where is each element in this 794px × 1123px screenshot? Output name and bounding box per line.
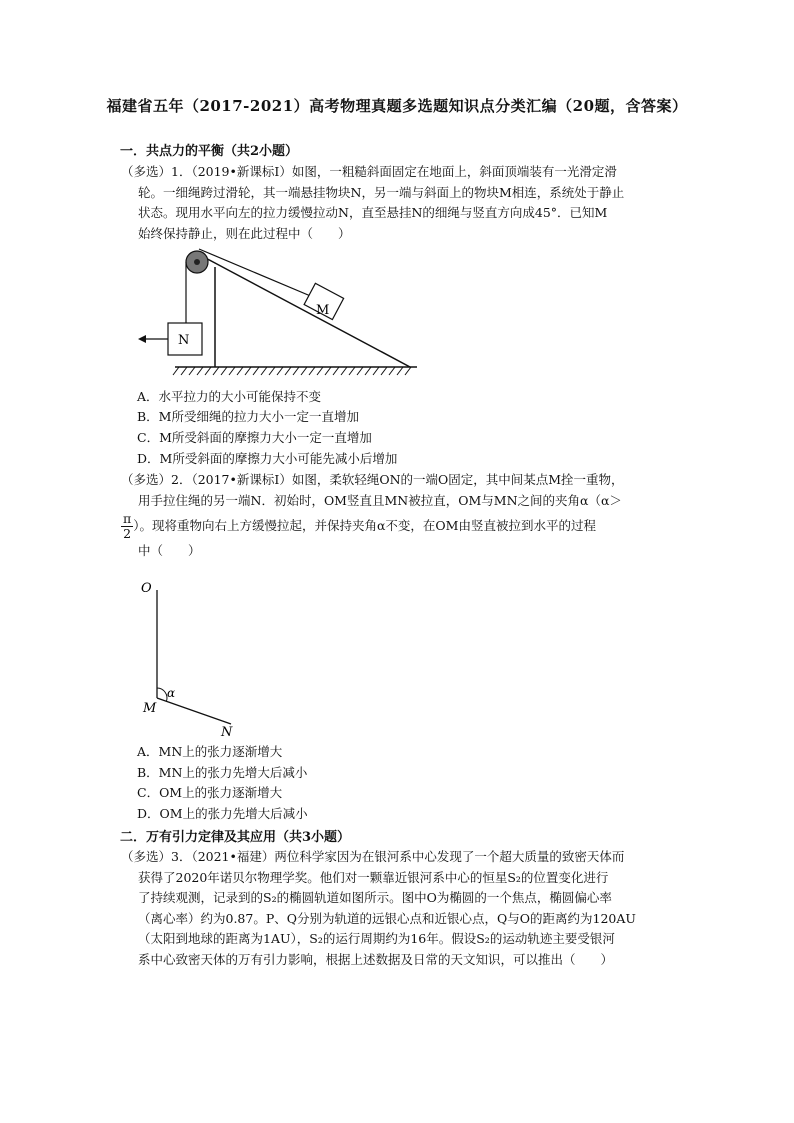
q2-rope-figure	[135, 572, 255, 742]
point-o-label: O	[141, 581, 152, 596]
section-heading-1: 一．共点力的平衡（共2小题）	[120, 144, 299, 159]
q1-line-3: 状态。现用水平向左的拉力缓慢拉动N，直至悬挂N的细绳与竖直方向成45°．已知M	[138, 205, 608, 220]
question-1-text	[121, 162, 681, 244]
q2-option-b: B．MN上的张力先增大后减小	[137, 765, 308, 780]
q3-line-5: （太阳到地球的距离为1AU），S₂的运行周期约为16年。假设S₂的运动轨迹主要受银河	[138, 931, 615, 946]
incline-slope	[200, 255, 410, 367]
q1-option-a: A．水平拉力的大小可能保持不变	[137, 389, 322, 404]
q3-line-6: 系中心致密天体的万有引力影响，根据上述数据及日常的天文知识，可以推出（ ）	[138, 951, 614, 967]
rope-to-m	[199, 249, 320, 300]
block-n-label: N	[178, 333, 190, 348]
pulley-axle	[194, 259, 200, 265]
q3-line-4: （离心率）约为0.87。P、Q分别为轨道的远银心点和近银心点，Q与O的距离约为120AU	[138, 910, 636, 926]
q1-line-4: 始终保持静止，则在此过程中（ ）	[138, 225, 351, 241]
fraction-numerator: π	[123, 511, 132, 526]
q2-line-4: 中（ ）	[138, 543, 201, 558]
q3-line-2: 获得了2020年诺贝尔物理学奖。他们对一颗靠近银河系中心的恒星S₂的位置变化进行	[138, 869, 609, 885]
q2-line-3	[121, 511, 681, 541]
q3-line-3: 了持续观测，记录到的S₂的椭圆轨道如图所示。图中O为椭圆的一个焦点，椭圆偏心率	[138, 890, 612, 905]
point-n-label: N	[221, 725, 233, 740]
q2-option-a: A．MN上的张力逐渐增大	[137, 744, 283, 759]
q1-incline-figure	[135, 245, 425, 380]
q2-option-c: C．OM上的张力逐渐增大	[137, 785, 283, 800]
q2-option-d: D．OM上的张力先增大后减小	[137, 806, 308, 821]
question-2-text	[121, 470, 681, 562]
q1-option-c: C．M所受斜面的摩擦力大小一定一直增加	[137, 430, 372, 445]
q3-line-1: （多选）3．（2021•福建）两位科学家因为在银河系中心发现了一个超大质量的致密天体而	[121, 849, 625, 864]
document-title: 福建省五年（2017-2021）高考物理真题多选题知识点分类汇编（20题，含答案）	[106, 97, 688, 115]
angle-alpha-label: α	[167, 686, 176, 700]
pull-force-arrowhead	[138, 335, 146, 343]
q1-line-1: （多选）1．（2019•新课标Ⅰ）如图，一粗糙斜面固定在地面上，斜面顶端装有一光滑定滑	[121, 164, 617, 179]
block-m-label: M	[316, 303, 330, 318]
question-3-text	[121, 847, 681, 970]
pi-over-2-fraction	[121, 512, 133, 541]
section-heading-2: 二．万有引力定律及其应用（共3小题）	[120, 830, 351, 845]
ground-hatching	[173, 367, 411, 375]
q1-option-b: B．M所受细绳的拉力大小一定一直增加	[137, 409, 359, 424]
q1-option-d: D．M所受斜面的摩擦力大小可能先减小后增加	[137, 451, 398, 466]
fraction-denominator: 2	[123, 526, 132, 541]
point-m-label: M	[143, 701, 157, 716]
q1-line-2: 轮。一细绳跨过滑轮，其一端悬挂物块N，另一端与斜面上的物块M相连，系统处于静止	[138, 184, 625, 200]
q2-line-3-text: ）。现将重物向右上方缓慢拉起，并保持夹角α不变，在OM由竖直被拉到水平的过程	[133, 518, 596, 533]
q2-line-2: 用手拉住绳的另一端N．初始时，OM竖直且MN被拉直，OM与MN之间的夹角α（α＞	[138, 492, 622, 508]
rope-mn	[157, 698, 231, 724]
q2-line-1: （多选）2．（2017•新课标Ⅰ）如图，柔软轻绳ON的一端O固定，其中间某点M拴一重物，	[121, 472, 624, 487]
